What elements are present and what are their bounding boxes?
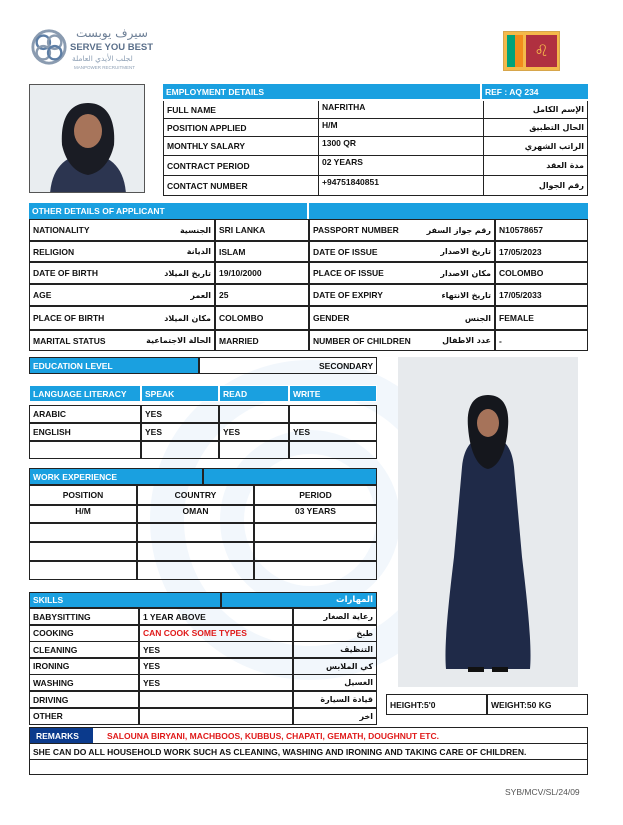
employment-value: H/M [318,119,484,137]
language-header: READ [219,385,289,402]
applicant-value: 19/10/2000 [215,262,309,284]
work-column-header: POSITION [29,485,137,505]
applicant-label-ar: الجنسية [119,219,215,241]
passport-label-ar: تاريخ الانتهاء [415,284,495,306]
work-experience-header-right [203,468,377,485]
language-header: SPEAK [141,385,219,402]
logo-name: SERVE YOU BEST [70,42,154,53]
passport-value: N10578657 [495,219,588,241]
passport-label-ar: عدد الاطفال [415,330,495,351]
language-cell [219,441,289,459]
language-header: WRITE [289,385,377,402]
applicant-label: DATE OF BIRTH [29,262,119,284]
work-cell [29,523,137,542]
passport-label-ar: الجنس [415,306,495,330]
logo-arabic-sub: لجلب الأيدي العاملة [72,54,133,63]
applicant-label: NATIONALITY [29,219,119,241]
passport-label-ar: مكان الاصدار [415,262,495,284]
work-cell [137,523,254,542]
language-header: LANGUAGE LITERACY [29,385,141,402]
height-value: HEIGHT:5'0 [386,694,487,715]
employment-header: EMPLOYMENT DETAILS [163,84,480,99]
applicant-value: COLOMBO [215,306,309,330]
passport-value: FEMALE [495,306,588,330]
reference-number: REF : AQ 234 [482,84,588,99]
applicant-label: AGE [29,284,119,306]
passport-label: PLACE OF ISSUE [309,262,415,284]
language-cell [141,441,219,459]
applicant-label-ar: الديانة [119,241,215,262]
skill-label-ar: الغسيل [293,674,377,691]
other-details-header: OTHER DETAILS OF APPLICANT [29,203,307,219]
education-value: SECONDARY [199,357,377,374]
work-cell [29,561,137,580]
remarks-blank-row [29,759,588,775]
language-cell: YES [219,423,289,441]
language-cell: YES [141,423,219,441]
sri-lanka-flag-icon: ♌ [503,31,560,71]
employment-label-ar: الراتب الشهري [484,137,588,156]
applicant-label: MARITAL STATUS [29,330,119,351]
passport-value: - [495,330,588,351]
language-cell: YES [289,423,377,441]
employment-label: MONTHLY SALARY [163,137,318,156]
skill-label-ar: رعاية الصغار [293,608,377,625]
skills-header: SKILLS [29,592,221,608]
skill-label: COOKING [29,625,139,642]
skill-label: WASHING [29,674,139,691]
remarks-label: REMARKS [30,728,93,743]
other-details-header-right [309,203,588,219]
remarks-line2: SHE CAN DO ALL HOUSEHOLD WORK SUCH AS CLEANING, WASHING AND IRONING AND TAKING CARE OF CHILDREN. [29,743,588,760]
skill-value: YES [139,641,293,658]
employment-value: 02 YEARS [318,156,484,176]
skills-header-ar: المهارات [221,592,377,608]
passport-value: 17/05/2023 [495,241,588,262]
applicant-label-ar: مكان الميلاد [119,306,215,330]
employment-value: 1300 QR [318,137,484,156]
employment-label-ar: الحال التطبيق [484,119,588,137]
language-cell [289,441,377,459]
skill-label-ar: قيادة السيارة [293,691,377,708]
work-cell: OMAN [137,505,254,523]
employment-label-ar: مدة العقد [484,156,588,176]
employment-label: CONTRACT PERIOD [163,156,318,176]
education-label: EDUCATION LEVEL [29,357,199,374]
work-cell [137,542,254,561]
work-cell [29,542,137,561]
work-cell [254,523,377,542]
applicant-label: RELIGION [29,241,119,262]
skill-label: OTHER [29,708,139,725]
skill-label-ar: طبخ [293,625,377,642]
passport-label: DATE OF ISSUE [309,241,415,262]
applicant-value: 25 [215,284,309,306]
logo-sub: MANPOWER RECRUITMENT [74,65,135,70]
work-cell [254,542,377,561]
applicant-label-ar: تاريخ الميلاد [119,262,215,284]
work-cell [254,561,377,580]
work-experience-header: WORK EXPERIENCE [29,468,203,485]
applicant-photo-portrait [29,84,145,193]
work-column-header: PERIOD [254,485,377,505]
passport-label: NUMBER OF CHILDREN [309,330,415,351]
passport-value: COLOMBO [495,262,588,284]
skill-value: YES [139,658,293,675]
employment-label-ar: رقم الجوال [484,176,588,196]
skill-value: 1 YEAR ABOVE [139,608,293,625]
applicant-value: SRI LANKA [215,219,309,241]
language-cell [219,405,289,423]
weight-value: WEIGHT:50 KG [487,694,588,715]
employment-label-ar: الإسم الكامل [484,101,588,119]
passport-value: 17/05/2033 [495,284,588,306]
language-cell: ARABIC [29,405,141,423]
applicant-label: PLACE OF BIRTH [29,306,119,330]
passport-label: GENDER [309,306,415,330]
language-cell [289,405,377,423]
skill-value: YES [139,674,293,691]
employment-label: FULL NAME [163,101,318,119]
passport-label-ar: تاريخ الاصدار [415,241,495,262]
work-column-header: COUNTRY [137,485,254,505]
employment-label: POSITION APPLIED [163,119,318,137]
work-cell: H/M [29,505,137,523]
skill-label: IRONING [29,658,139,675]
remarks-value: SALOUNA BIRYANI, MACHBOOS, KUBBUS, CHAPATI, GEMATH, DOUGHNUT ETC. [106,730,439,741]
passport-label: DATE OF EXPIRY [309,284,415,306]
remarks-row [29,727,588,744]
skill-value [139,691,293,708]
work-cell: 03 YEARS [254,505,377,523]
passport-label: PASSPORT NUMBER [309,219,415,241]
applicant-value: ISLAM [215,241,309,262]
work-cell [137,561,254,580]
skill-label-ar: كي الملابس [293,658,377,675]
skill-label: BABYSITTING [29,608,139,625]
language-cell [29,441,141,459]
footer-code: SYB/MCV/SL/24/09 [505,787,580,797]
applicant-photo-full [398,357,578,687]
applicant-label-ar: الحالة الاجتماعية [119,330,215,351]
skill-value: CAN COOK SOME TYPES [139,625,293,642]
employment-value: +94751840851 [318,176,484,196]
employment-value: NAFRITHA [318,101,484,119]
passport-label-ar: رقم جواز السفر [415,219,495,241]
applicant-value: MARRIED [215,330,309,351]
applicant-label-ar: العمر [119,284,215,306]
skill-label-ar: اخر [293,708,377,725]
company-logo-icon [30,28,68,66]
logo-arabic: سيرف يوبست [76,26,148,40]
skill-value [139,708,293,725]
employment-label: CONTACT NUMBER [163,176,318,196]
skill-label-ar: التنظيف [293,641,377,658]
skill-label: DRIVING [29,691,139,708]
language-cell: YES [141,405,219,423]
language-cell: ENGLISH [29,423,141,441]
skill-label: CLEANING [29,641,139,658]
